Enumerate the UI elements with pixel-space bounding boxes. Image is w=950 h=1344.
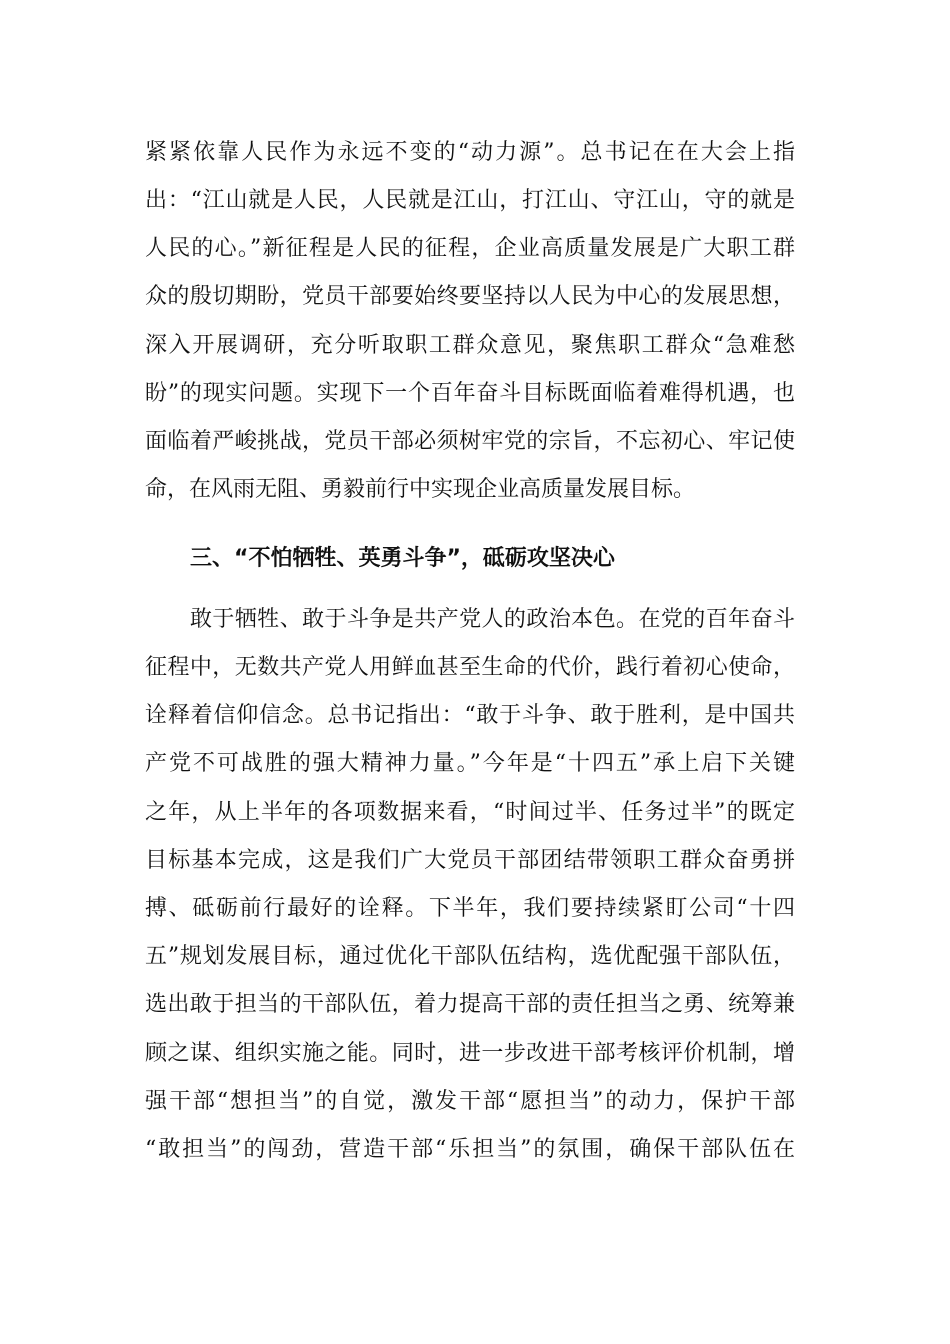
- paragraph-2-line-11: 强干部“想担当”的自觉，激发干部“愿担当”的动力，保护干部: [145, 1089, 795, 1114]
- paragraph-1-line-6: 盼”的现实问题。实现下一个百年奋斗目标既面临着难得机遇，也: [145, 381, 795, 406]
- paragraph-1-line-1: 紧紧依靠人民作为永远不变的“动力源”。总书记在在大会上指: [145, 140, 795, 165]
- paragraph-2-line-1: 敢于牺牲、敢于斗争是共产党人的政治本色。在党的百年奋斗: [190, 607, 795, 632]
- paragraph-1-line-3: 人民的心。”新征程是人民的征程，企业高质量发展是广大职工群: [145, 236, 795, 261]
- paragraph-2-line-9: 选出敢于担当的干部队伍，着力提高干部的责任担当之勇、统筹兼: [145, 992, 795, 1017]
- paragraph-2-line-5: 之年，从上半年的各项数据来看，“时间过半、任务过半”的既定: [145, 800, 795, 825]
- paragraph-2-line-7: 搏、砥砺前行最好的诠释。下半年，我们要持续紧盯公司“十四: [145, 896, 795, 921]
- paragraph-1-line-5: 深入开展调研，充分听取职工群众意见，聚焦职工群众“急难愁: [145, 333, 795, 358]
- paragraph-1-line-7: 面临着严峻挑战，党员干部必须树牢党的宗旨，不忘初心、牢记使: [145, 429, 795, 454]
- paragraph-2-line-6: 目标基本完成，这是我们广大党员干部团结带领职工群众奋勇拼: [145, 848, 795, 873]
- paragraph-2-line-10: 顾之谋、组织实施之能。同时，进一步改进干部考核评价机制，增: [145, 1041, 795, 1066]
- section-heading-3: 三、“不怕牺牲、英勇斗争”，砥砺攻坚决心: [190, 546, 615, 571]
- paragraph-2-line-3: 诠释着信仰信念。总书记指出：“敢于斗争、敢于胜利，是中国共: [145, 703, 795, 728]
- paragraph-2-line-4: 产党不可战胜的强大精神力量。”今年是“十四五”承上启下关键: [145, 751, 795, 776]
- paragraph-1-line-8: 命，在风雨无阻、勇毅前行中实现企业高质量发展目标。: [145, 477, 696, 502]
- paragraph-2-line-2: 征程中，无数共产党人用鲜血甚至生命的代价，践行着初心使命，: [145, 655, 795, 680]
- paragraph-2-line-8: 五”规划发展目标，通过优化干部队伍结构，选优配强干部队伍，: [145, 944, 795, 969]
- paragraph-1-line-2: 出：“江山就是人民，人民就是江山，打江山、守江山，守的就是: [145, 188, 795, 213]
- paragraph-2-line-12: “敢担当”的闯劲，营造干部“乐担当”的氛围，确保干部队伍在: [145, 1137, 795, 1162]
- paragraph-1-line-4: 众的殷切期盼，党员干部要始终要坚持以人民为中心的发展思想，: [145, 284, 795, 309]
